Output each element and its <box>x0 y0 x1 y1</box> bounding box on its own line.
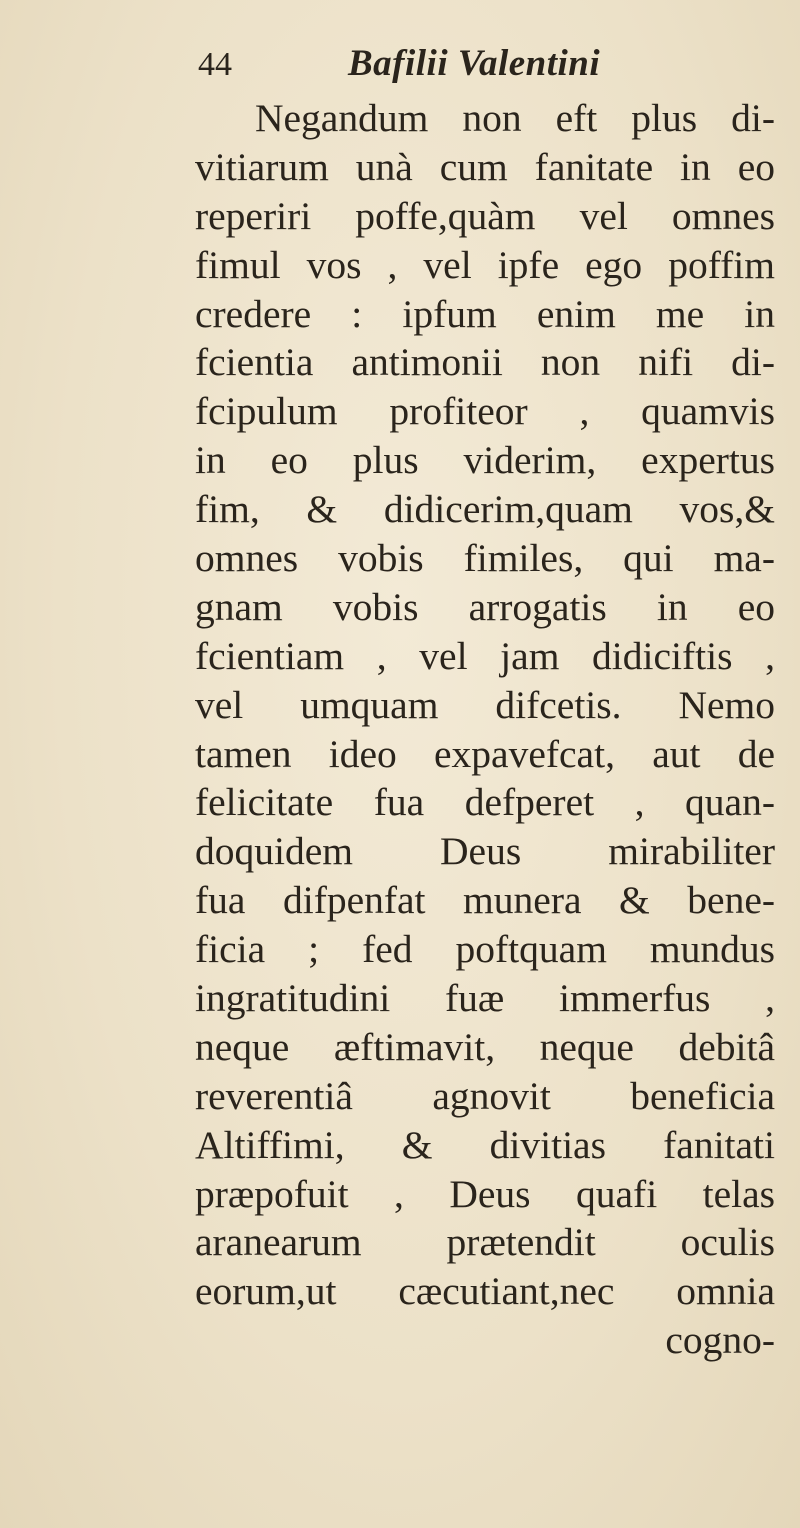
text-line: aranearum prætendit oculis <box>195 1220 775 1265</box>
text-line: fcipulum profiteor , quamvis <box>195 389 775 434</box>
text-line: Altiffimi, & divitias fanitati <box>195 1122 775 1167</box>
text-line: vitiarum unà cum fanitate in eo <box>195 144 775 189</box>
text-line: omnes vobis fimiles, qui ma- <box>195 536 775 581</box>
text-line: Negandum non eft plus di- <box>255 96 775 140</box>
text-line: vel umquam difcetis. Nemo <box>195 682 775 727</box>
text-line: eorum,ut cæcutiant,nec omnia <box>195 1269 775 1314</box>
text-line: fua difpenfat munera & bene- <box>195 878 775 923</box>
text-line: neque æftimavit, neque debitâ <box>195 1024 775 1069</box>
text-line: fim, & didicerim,quam vos,& <box>195 487 775 532</box>
text-line: felicitate fua defperet , quan- <box>195 780 775 825</box>
text-line: præpofuit , Deus quafi telas <box>195 1171 775 1216</box>
text-line: tamen ideo expavefcat, aut de <box>195 731 775 776</box>
catchword: cogno- <box>665 1318 775 1363</box>
text-line: reverentiâ agnovit beneficia <box>195 1073 775 1118</box>
body-text <box>195 94 775 1365</box>
text-line: ficia ; fed poftquam mundus <box>195 927 775 972</box>
text-line: doquidem Deus mirabiliter <box>195 829 775 874</box>
text-line: in eo plus viderim, expertus <box>195 438 775 483</box>
text-line: reperiri poffe,quàm vel omnes <box>195 193 775 238</box>
text-line: fimul vos , vel ipfe ego poffim <box>195 242 775 287</box>
page-number: 44 <box>198 46 232 83</box>
text-line: credere : ipfum enim me in <box>195 291 775 336</box>
running-title: Bafilii Valentini <box>348 43 601 84</box>
text-line: fcientia antimonii non nifi di- <box>195 340 775 385</box>
text-line: gnam vobis arrogatis in eo <box>195 584 775 629</box>
text-line: ingratitudini fuæ immerfus , <box>195 976 775 1021</box>
running-head <box>198 38 758 90</box>
text-line: fcientiam , vel jam didiciftis , <box>195 633 775 678</box>
